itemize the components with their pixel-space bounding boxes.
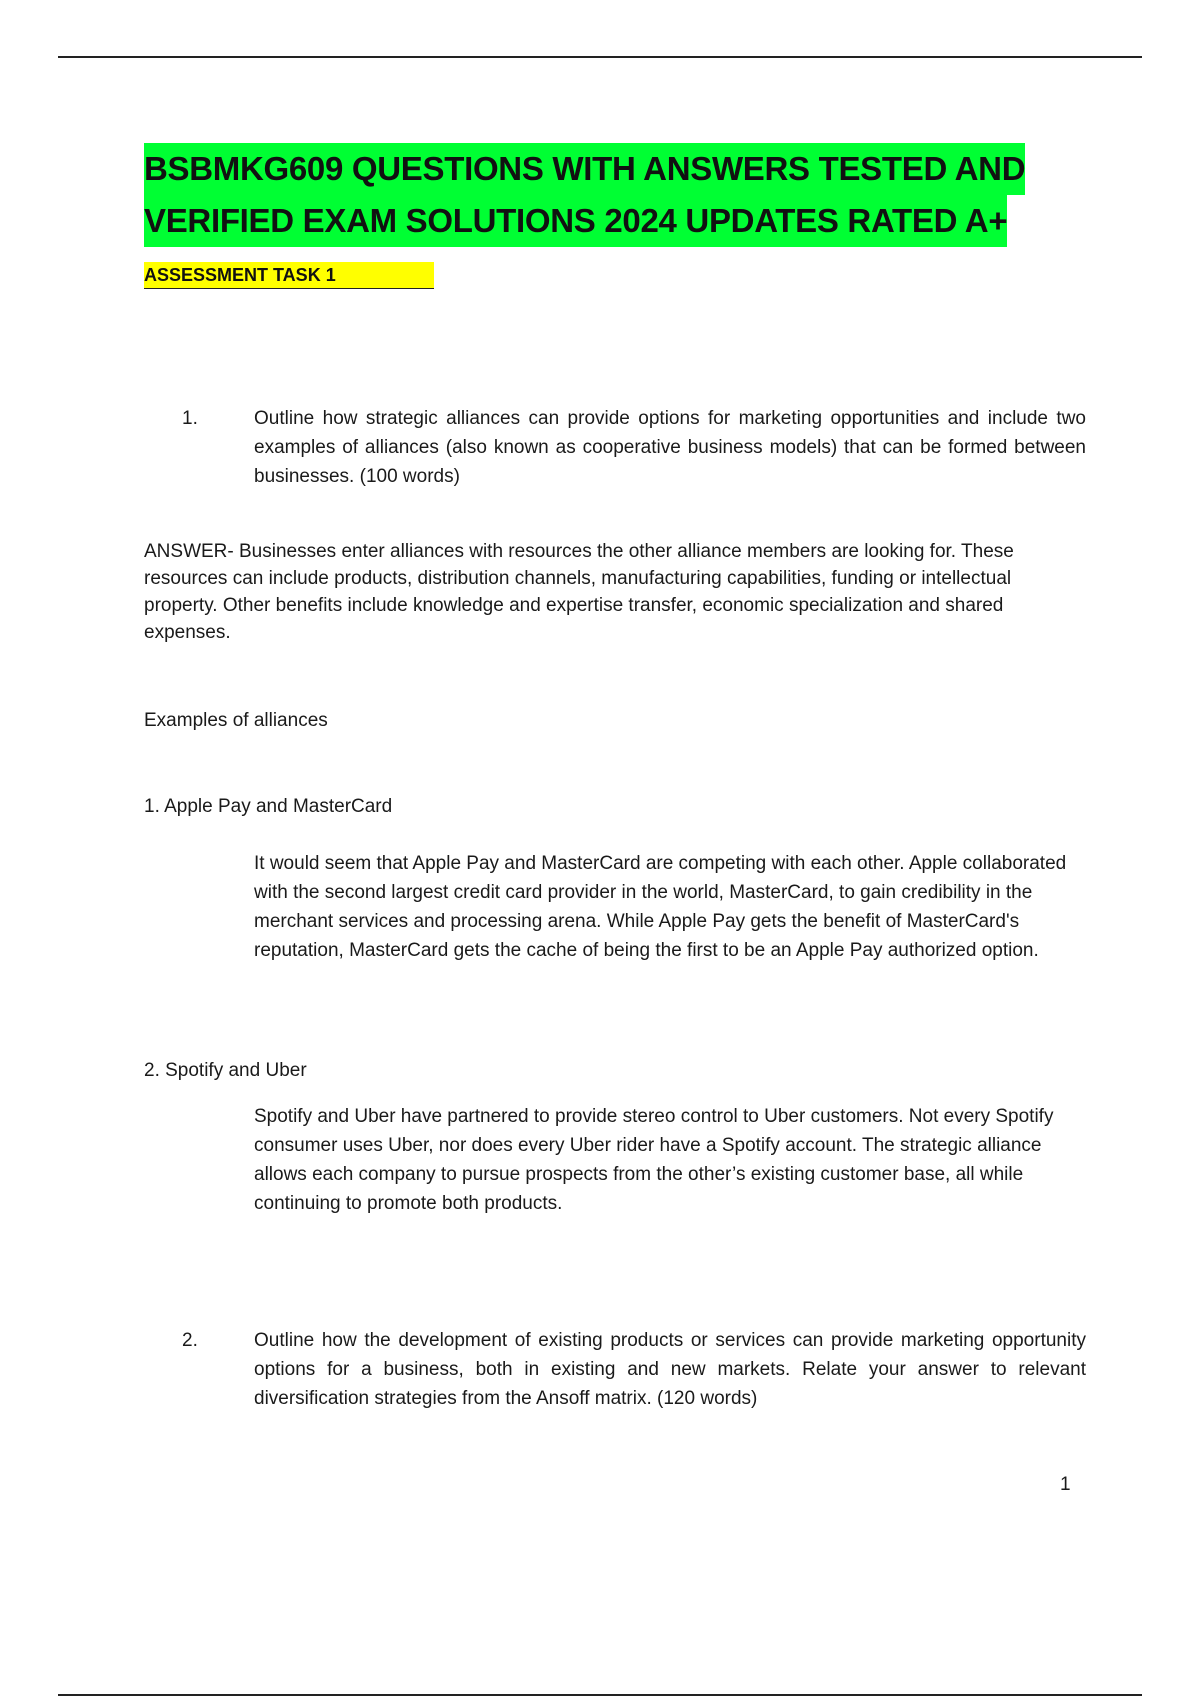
question-1 <box>144 404 1086 491</box>
question-text: Outline how the development of existing products or services can provide marketing opportunity options for a business, both in existing and new markets. Relate your answer to relevant diversification strategies from the Ansoff matrix. (120 words) <box>254 1330 1086 1409</box>
question-number: 1. <box>182 408 198 429</box>
document-title <box>144 143 1025 247</box>
footer-rule <box>58 1694 1142 1696</box>
answer-paragraph: ANSWER- Businesses enter alliances with resources the other alliance members are looking for. These resources can include products, distribution channels, manufacturing capabilities, funding or intellectual property. Other benefits include knowledge and expertise transfer, economic specialization and shared expenses. <box>144 541 1014 643</box>
question-number: 2. <box>182 1330 198 1351</box>
assessment-task-heading: ASSESSMENT TASK 1 <box>144 262 434 289</box>
question-2 <box>144 1326 1086 1413</box>
page-number: 1 <box>1060 1474 1071 1495</box>
example-1-heading: 1. Apple Pay and MasterCard <box>144 796 393 817</box>
example-2-heading: 2. Spotify and Uber <box>144 1060 307 1081</box>
title-line-1: BSBMKG609 QUESTIONS WITH ANSWERS TESTED AND <box>144 143 1025 195</box>
title-line-2: VERIFIED EXAM SOLUTIONS 2024 UPDATES RATED A+ <box>144 195 1007 247</box>
example-1-body: It would seem that Apple Pay and MasterCard are competing with each other. Apple collaborated with the second largest credit card provider in the world, MasterCard, to gain credibility in the merchant services and processing arena. While Apple Pay gets the benefit of MasterCard's reputation, MasterCard gets the cache of being the first to be an Apple Pay authorized option. <box>254 853 1067 961</box>
header-rule <box>58 56 1142 58</box>
examples-heading: Examples of alliances <box>144 710 328 731</box>
example-2-body: Spotify and Uber have partnered to provide stereo control to Uber customers. Not every Spotify consumer uses Uber, nor does every Uber rider have a Spotify account. The strategic alliance allows each company to pursue prospects from the other’s existing customer base, all while continuing to promote both products. <box>254 1106 1054 1214</box>
question-text: Outline how strategic alliances can provide options for marketing opportunities and include two examples of alliances (also known as cooperative business models) that can be formed between businesses. (100 words) <box>254 408 1086 487</box>
